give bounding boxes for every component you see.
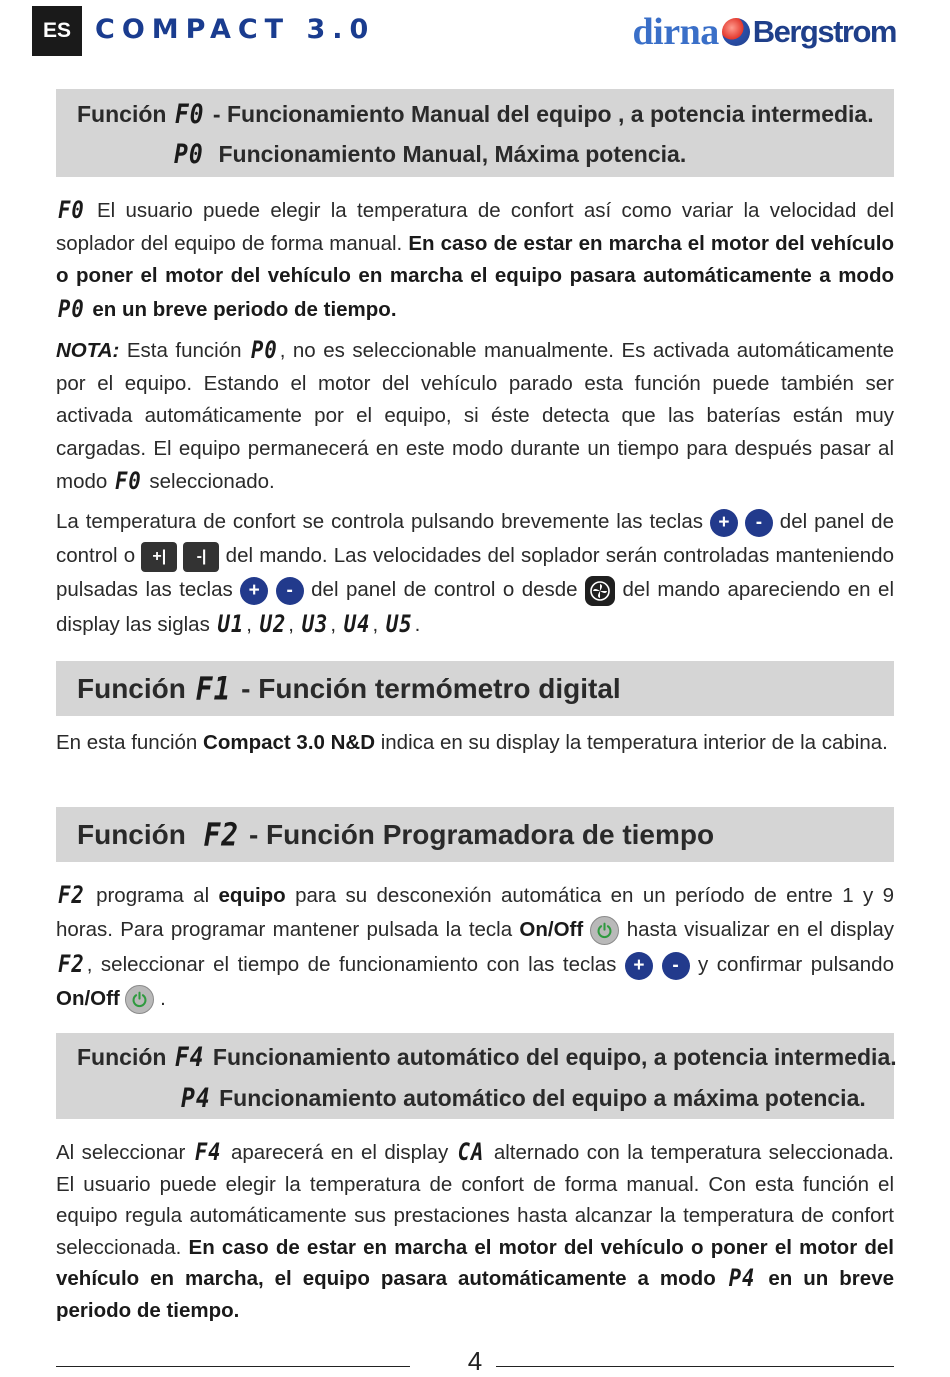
display-code-f4: F4 bbox=[194, 1138, 222, 1166]
text: Al seleccionar bbox=[56, 1141, 193, 1164]
display-code-f2: F2 bbox=[58, 881, 85, 909]
logo-globe-icon bbox=[722, 18, 750, 46]
display-code-f0: F0 bbox=[58, 196, 85, 224]
separator: , bbox=[288, 613, 300, 636]
section-title bbox=[77, 815, 715, 854]
display-code-u2: U2 bbox=[259, 610, 287, 638]
text: Esta función bbox=[119, 339, 250, 362]
text: para su desconexión automática en un período de entre 1 y 9 horas. Para programar mantener pulsada la tecla bbox=[56, 884, 894, 941]
text: indica en su display la temperatura interior de la cabina. bbox=[375, 731, 888, 754]
section-title-text: Funcionamiento automático del equipo, a potencia intermedia. bbox=[212, 1044, 897, 1070]
display-code-f4: F4 bbox=[174, 1043, 205, 1073]
separator: , bbox=[246, 613, 258, 636]
display-code-ca: CA bbox=[457, 1138, 485, 1166]
text: . bbox=[414, 613, 421, 636]
display-code-f0: F0 bbox=[174, 100, 205, 130]
bold-text: en un breve periodo de tiempo. bbox=[86, 297, 397, 321]
section-header-f2 bbox=[56, 807, 894, 862]
separator: , bbox=[372, 613, 384, 636]
display-code-p4: P4 bbox=[181, 1084, 211, 1114]
bold-text: en un breve periodo de tiempo. bbox=[56, 1267, 894, 1322]
nota-label: NOTA: bbox=[56, 339, 120, 362]
fan-key-icon bbox=[585, 576, 615, 606]
funcion-label: Función bbox=[77, 1044, 167, 1070]
paragraph-f1-description bbox=[56, 727, 894, 760]
page-number: 4 bbox=[467, 1346, 483, 1376]
display-code-p0: P0 bbox=[251, 336, 278, 364]
language-badge: ES bbox=[32, 6, 82, 56]
minus-button-icon: - bbox=[276, 577, 304, 605]
power-button-icon bbox=[590, 916, 619, 945]
text: En esta función bbox=[56, 731, 204, 754]
text: La temperatura de confort se controla pulsando brevemente las teclas bbox=[56, 510, 710, 533]
section-subtitle-text: Funcionamiento automático del equipo a máxima potencia. bbox=[219, 1085, 866, 1111]
paragraph-f4-description bbox=[56, 1137, 894, 1326]
footer-rule-right bbox=[496, 1366, 894, 1367]
text: del panel de control o bbox=[56, 510, 894, 567]
plus-button-icon: + bbox=[240, 577, 268, 605]
section-title-line-2 bbox=[179, 1085, 866, 1112]
display-code-u1: U1 bbox=[217, 610, 245, 638]
section-title-line-1 bbox=[77, 101, 874, 128]
text: . bbox=[154, 987, 166, 1010]
logo-bergstrom-text: Bergstrom bbox=[752, 14, 896, 49]
plus-button-icon: + bbox=[710, 509, 738, 537]
display-code-p4: P4 bbox=[728, 1264, 756, 1292]
paragraph-f0-description bbox=[56, 194, 894, 326]
bold-text: En caso de estar en marcha el motor del vehículo o poner el motor del vehículo en marcha el equipo pasara automáticamente a modo bbox=[56, 231, 894, 287]
text: del panel de control o desde bbox=[311, 578, 586, 601]
separator: , bbox=[330, 613, 342, 636]
power-button-icon bbox=[125, 985, 154, 1014]
text: hasta visualizar en el display bbox=[626, 918, 894, 941]
text: alternado con la temperatura seleccionada. El usuario puede elegir la temperatura de confort de forma manual. Con esta función el equipo regula automáticamente sus prestaciones hasta alcanzar la temperatura de confort seleccionada. bbox=[56, 1141, 895, 1259]
minus-button-icon: - bbox=[662, 952, 690, 980]
display-code-u4: U4 bbox=[343, 610, 371, 638]
bold-text: Compact 3.0 N&D bbox=[203, 731, 376, 754]
display-code-u3: U3 bbox=[301, 610, 329, 638]
text: , no es seleccionable manualmente. Es activada automáticamente por el equipo. Estando el motor del vehículo parado esta función puede también ser activada automáticamente por el equipo, si éste detecta que las baterías están muy cargadas. El equipo permanecerá en este modo durante un tiempo para después pasar al modo bbox=[56, 339, 894, 493]
text: seleccionado. bbox=[143, 470, 275, 493]
text: programa al bbox=[86, 884, 219, 907]
display-code-f0: F0 bbox=[114, 467, 142, 495]
product-title: COMPACT 3.0 bbox=[95, 14, 376, 45]
text: , seleccionar el tiempo de funcionamiento con las teclas bbox=[86, 953, 625, 976]
paragraph-nota bbox=[56, 334, 894, 499]
section-title-line-2 bbox=[172, 141, 686, 168]
funcion-label: Función bbox=[77, 673, 186, 704]
bold-text: En caso de estar en marcha el motor del vehículo o poner el motor del vehículo en marcha, el equipo pasara automáticamente a modo bbox=[56, 1235, 894, 1290]
section-title-text: - Función termómetro digital bbox=[241, 673, 621, 704]
display-code-p0: P0 bbox=[174, 140, 204, 170]
bold-text: On/Off bbox=[519, 918, 584, 941]
plus-button-icon: + bbox=[625, 952, 653, 980]
text: del mando apareciendo en el display las siglas bbox=[56, 578, 895, 636]
logo-dirna-text: dirna bbox=[632, 11, 719, 53]
section-header-f4 bbox=[56, 1033, 897, 1119]
display-code-f2: F2 bbox=[58, 950, 85, 978]
remote-plus-key-icon: +| bbox=[141, 542, 177, 572]
display-code-p0: P0 bbox=[58, 294, 85, 323]
bold-text: equipo bbox=[218, 884, 286, 907]
text: aparecerá en el display bbox=[223, 1141, 456, 1164]
funcion-label: Función bbox=[77, 101, 167, 127]
bold-text: On/Off bbox=[56, 987, 120, 1010]
paragraph-f2-description bbox=[56, 878, 894, 1016]
remote-minus-key-icon: -| bbox=[183, 542, 219, 572]
section-subtitle-text: Funcionamiento Manual, Máxima potencia. bbox=[218, 141, 687, 167]
text: El usuario puede elegir la temperatura de confort así como variar la velocidad del soplador del equipo de forma manual. bbox=[56, 199, 894, 255]
section-title-line-1 bbox=[77, 1044, 897, 1071]
text: del mando. Las velocidades del soplador serán controladas manteniendo pulsadas las teclas bbox=[56, 544, 894, 601]
section-header-f0 bbox=[56, 89, 894, 177]
section-title-text: - Funcionamiento Manual del equipo , a potencia intermedia. bbox=[212, 101, 874, 127]
display-code-u5: U5 bbox=[385, 610, 413, 638]
display-code-f1: F1 bbox=[195, 669, 232, 708]
brand-logo bbox=[633, 10, 896, 54]
display-code-f2: F2 bbox=[203, 815, 240, 854]
section-header-f1 bbox=[56, 661, 894, 716]
paragraph-controls bbox=[56, 505, 894, 642]
section-title-text: - Función Programadora de tiempo bbox=[248, 819, 715, 850]
funcion-label: Función bbox=[77, 819, 186, 850]
minus-button-icon: - bbox=[745, 509, 773, 537]
section-title bbox=[77, 669, 621, 708]
text: y confirmar pulsando bbox=[698, 953, 894, 976]
